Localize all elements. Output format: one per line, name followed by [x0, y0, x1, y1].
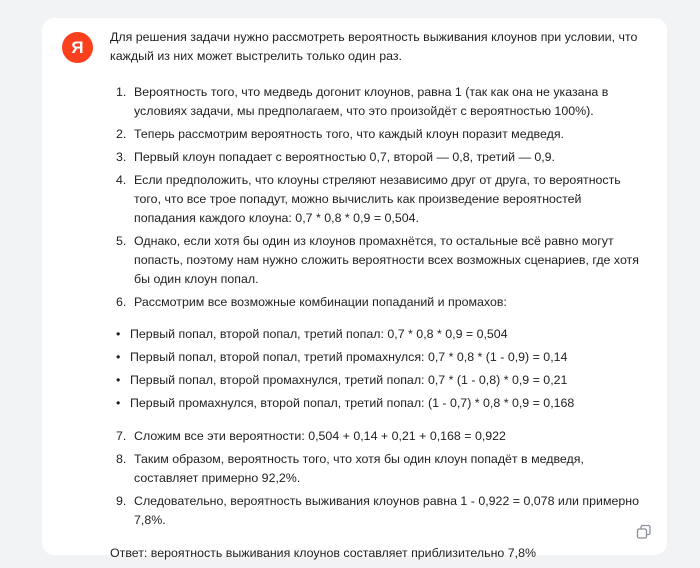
list-item-number: 9. — [116, 494, 127, 508]
list-item-number: 1. — [116, 85, 127, 99]
list-item-number: 2. — [116, 127, 127, 141]
list-item-number: 3. — [116, 150, 127, 164]
list-item-number: 8. — [116, 452, 127, 466]
list-item-number: 7. — [116, 429, 127, 443]
copy-icon — [635, 523, 653, 541]
list-item-text: Сложим все эти вероятности: 0,504 + 0,14 + 0,21 + 0,168 = 0,922 — [134, 429, 506, 443]
bullet-dot-icon: • — [116, 373, 121, 387]
list-item — [116, 148, 645, 167]
list-item — [116, 83, 645, 121]
bullet-text: Первый попал, второй попал, третий промахнулся: 0,7 * 0,8 * (1 - 0,9) = 0,14 — [130, 350, 568, 364]
list-item-number: 4. — [116, 173, 127, 187]
list-item — [116, 492, 645, 530]
copy-button[interactable] — [635, 523, 653, 541]
list-item-text: Если предположить, что клоуны стреляют независимо друг от друга, то вероятность того, что все трое попадут, можно вычислить как произведение вероятностей попадания каждого клоуна: 0,7 * 0,8 * 0,9 = 0,504. — [134, 173, 621, 225]
list-item-number: 6. — [116, 295, 127, 309]
bullet-text: Первый попал, второй попал, третий попал: 0,7 * 0,8 * 0,9 = 0,504 — [130, 327, 508, 341]
bullet-dot-icon: • — [116, 350, 121, 364]
bullet-dot-icon: • — [116, 396, 121, 410]
list-item — [116, 125, 645, 144]
steps-list-first — [116, 83, 645, 312]
bullet-item — [116, 394, 645, 413]
list-item-text: Однако, если хотя бы один из клоунов промахнётся, то остальные всё равно могут попасть, поэтому нам нужно сложить вероятности всех возможных сценариев, где хотя бы один клоун попал. — [134, 234, 639, 286]
bullet-item — [116, 371, 645, 390]
list-item-text: Таким образом, вероятность того, что хотя бы один клоун попадёт в медведя, составляет примерно 92,2%. — [134, 452, 584, 485]
list-item — [116, 293, 645, 312]
list-item — [116, 232, 645, 289]
bullet-text: Первый промахнулся, второй попал, третий попал: (1 - 0,7) * 0,8 * 0,9 = 0,168 — [130, 396, 575, 410]
list-item-text: Первый клоун попадает с вероятностью 0,7, второй — 0,8, третий — 0,9. — [134, 150, 555, 164]
message-content — [110, 28, 645, 563]
list-item-text: Вероятность того, что медведь догонит клоунов, равна 1 (так как она не указана в условиях задачи, мы предполагаем, что это произойдёт с вероятностью 100%). — [134, 85, 609, 118]
list-item — [116, 427, 645, 446]
list-item-text: Следовательно, вероятность выживания клоунов равна 1 - 0,922 = 0,078 или примерно 7,8%. — [134, 494, 639, 527]
bullet-item — [116, 348, 645, 367]
combinations-list — [116, 325, 645, 413]
list-item — [116, 450, 645, 488]
final-answer: Ответ: вероятность выживания клоунов составляет приблизительно 7,8% — [110, 546, 536, 560]
bullet-item — [116, 325, 645, 344]
message-intro: Для решения задачи нужно рассмотреть вероятность выживания клоунов при условии, что каждый из них может выстрелить только один раз. — [110, 30, 638, 63]
list-item-number: 5. — [116, 234, 127, 248]
bullet-dot-icon: • — [116, 327, 121, 341]
avatar-letter: Я — [71, 37, 84, 57]
steps-list-second — [116, 427, 645, 530]
list-item-text: Рассмотрим все возможные комбинации попаданий и промахов: — [134, 295, 507, 309]
list-item-text: Теперь рассмотрим вероятность того, что каждый клоун поразит медведя. — [134, 127, 564, 141]
solution-steps — [110, 83, 645, 530]
list-item — [116, 171, 645, 228]
bullet-text: Первый попал, второй промахнулся, третий попал: 0,7 * (1 - 0,8) * 0,9 = 0,21 — [130, 373, 568, 387]
yandex-avatar-icon — [62, 32, 93, 63]
assistant-message-card — [42, 18, 667, 560]
